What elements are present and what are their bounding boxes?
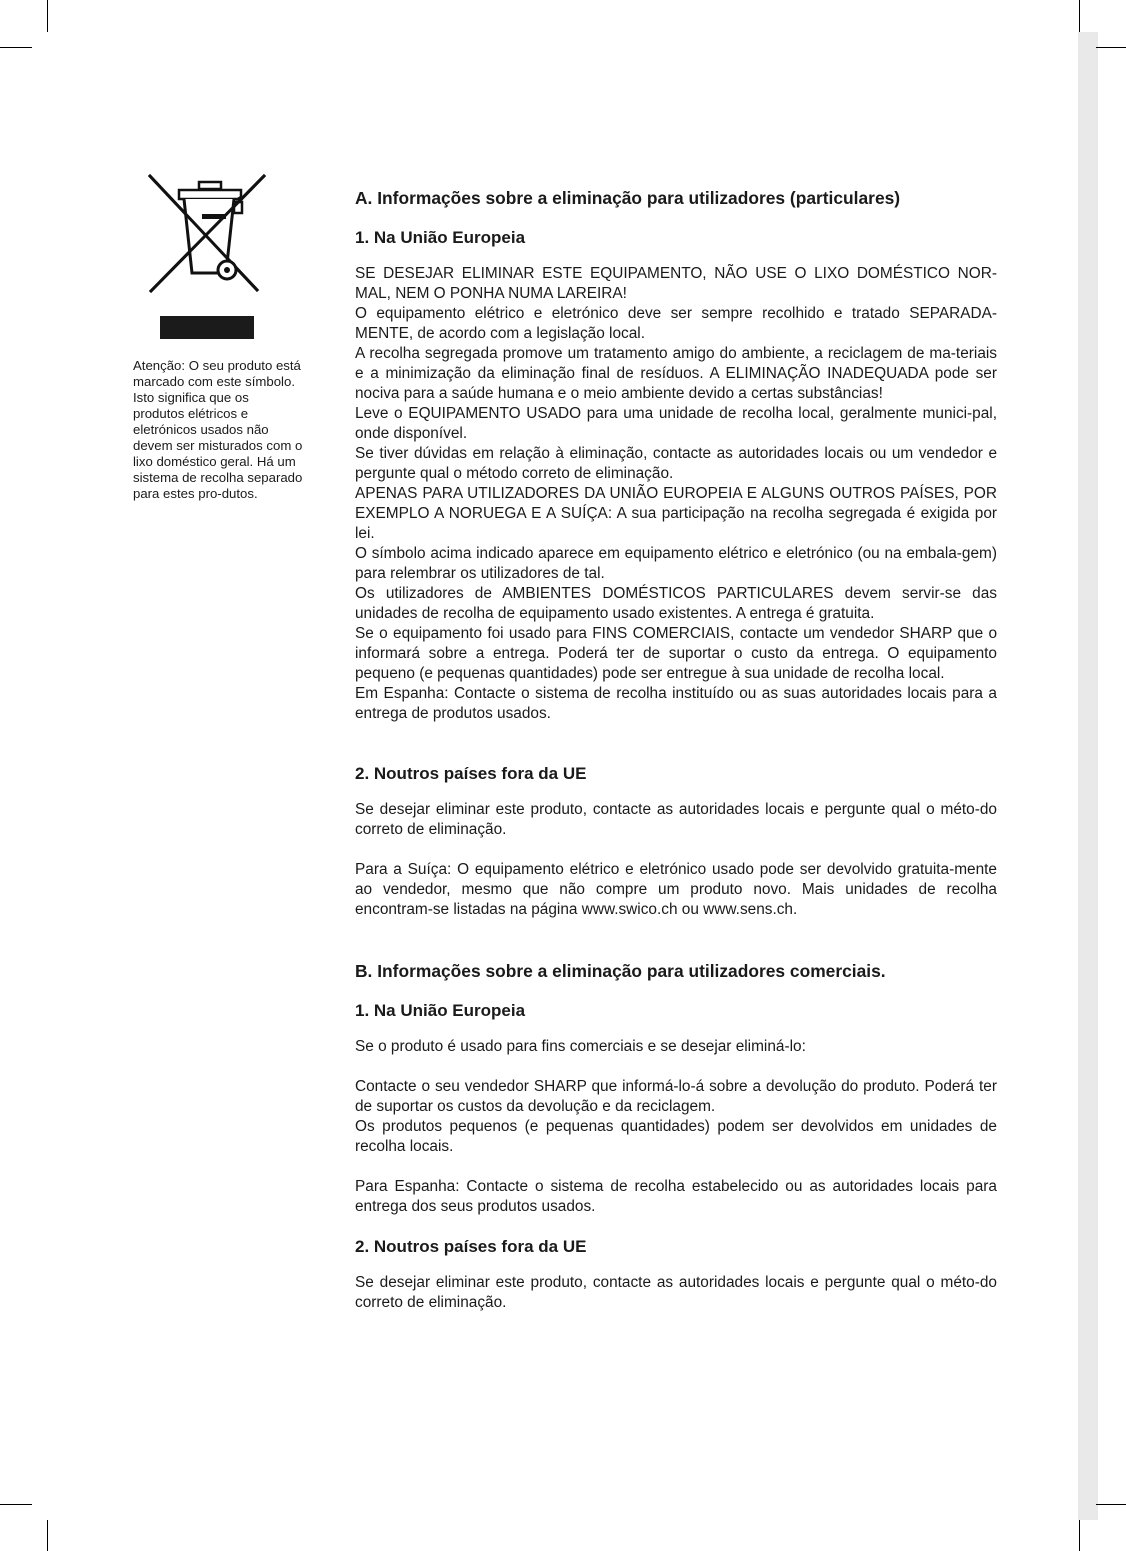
side-note: Atenção: O seu produto está marcado com este símbolo. Isto significa que os produtos elétricos e eletrónicos usados não devem ser misturados com o lixo doméstico geral. Há um sistema de recolha separado para estes pro-dutos.	[133, 358, 303, 501]
eu-line-9: Se o equipamento foi usado para FINS COMERCIAIS, contacte um vendedor SHARP que o informará sobre a entrega. Poderá ter de suportar o custo da entrega. O equipamento pequeno (e pequenas quantidades) pode ser entregue à sua unidade de recolha local.	[355, 625, 997, 682]
eu-line-4: Leve o EQUIPAMENTO USADO para uma unidade de recolha local, geralmente munici-pal, onde disponível.	[355, 405, 997, 442]
symbol-underline-bar	[160, 316, 254, 339]
section-b-eu-p2a: Contacte o seu vendedor SHARP que informá-lo-á sobre a devolução do produto. Poderá ter de suportar os custos da devolução e da reciclagem.	[355, 1078, 997, 1115]
eu-line-1: SE DESEJAR ELIMINAR ESTE EQUIPAMENTO, NÃO USE O LIXO DOMÉSTICO NOR-MAL, NEM O PONHA NUMA LAREIRA!	[355, 265, 997, 302]
section-b-other-heading: 2. Noutros países fora da UE	[355, 1237, 587, 1256]
eu-line-2: O equipamento elétrico e eletrónico deve ser sempre recolhido e tratado SEPARADA-MENTE, de acordo com a legislação local.	[355, 305, 997, 342]
crop-mark-bottom-left-h	[0, 1504, 32, 1505]
main-content	[355, 186, 997, 1313]
section-b-title: B. Informações sobre a eliminação para utilizadores comerciais.	[355, 961, 886, 981]
eu-line-6: APENAS PARA UTILIZADORES DA UNIÃO EUROPEIA E ALGUNS OUTROS PAÍSES, POR EXEMPLO A NORUEGA E A SUÍÇA: A sua participação na recolha segregada é exigida por lei.	[355, 485, 997, 542]
crop-mark-top-right-h	[1096, 47, 1126, 48]
section-a-title: A. Informações sobre a eliminação para utilizadores (particulares)	[355, 188, 901, 208]
crop-mark-bottom-right-v	[1079, 1520, 1080, 1551]
section-b-eu-p2b: Os produtos pequenos (e pequenas quantidades) podem ser devolvidos em unidades de recolha locais.	[355, 1118, 997, 1155]
crop-mark-top-right-v	[1079, 0, 1080, 32]
crop-mark-bottom-right-h	[1096, 1504, 1126, 1505]
section-b-eu-p1: Se o produto é usado para fins comerciais e se desejar eliminá-lo:	[355, 1038, 806, 1055]
crossed-out-wheeled-bin-icon	[146, 172, 268, 296]
crop-mark-top-left-v	[47, 0, 48, 32]
crop-mark-top-left-h	[0, 47, 32, 48]
section-b-other-p1: Se desejar eliminar este produto, contacte as autoridades locais e pergunte qual o méto-do correto de eliminação.	[355, 1274, 997, 1311]
section-a-other-p1: Se desejar eliminar este produto, contacte as autoridades locais e pergunte qual o méto-do correto de eliminação.	[355, 801, 997, 838]
eu-line-3: A recolha segregada promove um tratamento amigo do ambiente, a reciclagem de ma-teriais e a minimização da eliminação final de resíduos. A ELIMINAÇÃO INADEQUADA pode ser nociva para a saúde humana e o meio ambiente devido a certas substâncias!	[355, 345, 997, 402]
eu-line-8: Os utilizadores de AMBIENTES DOMÉSTICOS PARTICULARES devem servir-se das unidades de recolha de equipamento usado existentes. A entrega é gratuita.	[355, 585, 997, 622]
eu-line-10: Em Espanha: Contacte o sistema de recolha instituído ou as suas autoridades locais para a entrega de produtos usados.	[355, 685, 997, 722]
eu-line-5: Se tiver dúvidas em relação à eliminação, contacte as autoridades locais ou um vendedor e pergunte qual o método correto de eliminação.	[355, 445, 997, 482]
section-b-eu-heading: 1. Na União Europeia	[355, 1001, 526, 1020]
section-a-other-heading: 2. Noutros países fora da UE	[355, 764, 587, 783]
side-band	[1078, 32, 1098, 1520]
crop-mark-bottom-left-v	[47, 1520, 48, 1551]
section-b-eu-p3: Para Espanha: Contacte o sistema de recolha estabelecido ou as autoridades locais para entrega dos seus produtos usados.	[355, 1178, 997, 1215]
eu-line-7: O símbolo acima indicado aparece em equipamento elétrico e eletrónico (ou na embala-gem) para relembrar os utilizadores de tal.	[355, 545, 997, 582]
section-a-other-p2: Para a Suíça: O equipamento elétrico e eletrónico usado pode ser devolvido gratuita-mente ao vendedor, mesmo que não compre um produto novo. Mais unidades de recolha encontram-se listadas na página www.swico.ch ou www.sens.ch.	[355, 861, 997, 918]
section-a-eu-body	[355, 264, 997, 724]
section-a-eu-heading: 1. Na União Europeia	[355, 228, 526, 247]
